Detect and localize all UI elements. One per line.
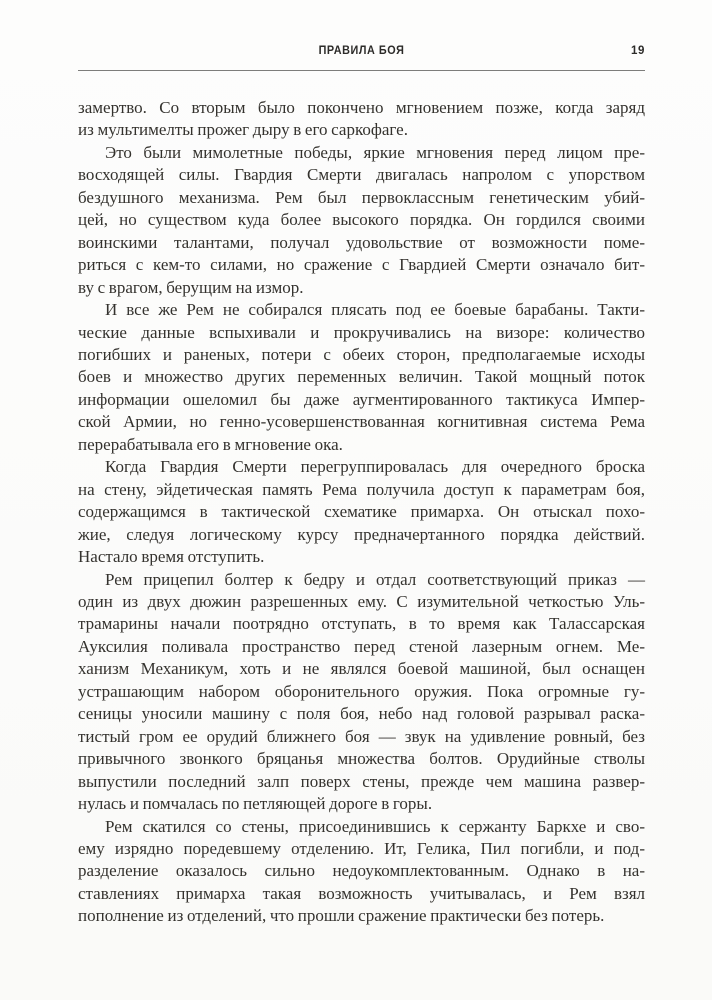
paragraph — [78, 299, 645, 456]
text-line: боев и множество других переменных величин. Такой мощный поток — [78, 367, 645, 387]
text-line: Настало время отступить. — [78, 547, 265, 567]
text-line: один из двух дюжин разрешенных ему. С изумительной четкостью Уль- — [78, 591, 645, 611]
text-line: погибших и раненых, потери с обеих сторон, предполагаемые исходы — [78, 344, 645, 364]
paragraph — [78, 97, 645, 142]
paragraph — [78, 816, 645, 928]
text-line: Когда Гвардия Смерти перегруппировалась для очередного броска — [105, 457, 645, 477]
paragraph — [78, 456, 645, 568]
text-line: привычного звонкого бряцанья множества болтов. Орудийные стволы — [78, 749, 645, 769]
page-content — [78, 0, 645, 928]
paragraph — [78, 569, 645, 816]
text-line: жие, следуя логическому курсу предначертанного порядка действий. — [78, 524, 645, 544]
text-line: выпустили последний залп поверх стены, прежде чем машина развер- — [78, 771, 645, 791]
page-body — [78, 97, 645, 928]
text-line: ческие данные вспыхивали и прокручивались на визоре: количество — [78, 322, 645, 342]
text-line: нулась и помчалась по петляющей дороге в горы. — [78, 794, 433, 814]
text-line: тистый гром ее орудий ближнего боя — звук на удивление ровный, без — [78, 726, 645, 746]
text-line: Рем прицепил болтер к бедру и отдал соответствующий приказ — — [105, 569, 645, 589]
text-line: на стену, эйдетическая память Рема получила доступ к параметрам боя, — [78, 479, 645, 499]
text-line: ханизм Механикум, хоть и не являлся боевой машиной, был оснащен — [78, 659, 645, 679]
text-line: Рем скатился со стены, присоединившись к сержанту Баркхе и сво- — [105, 816, 645, 836]
text-line: содержащимся в тактической схематике примарха. Он отыскал похо- — [78, 502, 645, 522]
page-number: 19 — [631, 45, 645, 57]
text-line: восходящей силы. Гвардия Смерти двигалась напролом с упорством — [78, 165, 645, 185]
text-line: пополнение из отделений, что прошли сражение практически без потерь. — [78, 906, 605, 926]
text-line: разделение оказалось сильно недоукомплектованным. Однако в на- — [78, 861, 645, 881]
text-line: риться с кем-то силами, но сражение с Гвардией Смерти означало бит- — [78, 255, 645, 275]
text-line: перерабатывала его в мгновение ока. — [78, 434, 343, 454]
text-line: информации ошеломил бы даже аугментированного тактикуса Импер- — [78, 389, 645, 409]
running-header-title: ПРАВИЛА БОЯ — [318, 45, 405, 57]
text-line: бездушного механизма. Рем был первоклассным генетическим убий- — [78, 187, 645, 207]
text-line: ву с врагом, берущим на измор. — [78, 277, 304, 297]
paragraph — [78, 142, 645, 299]
text-line: Это были мимолетные победы, яркие мгновения перед лицом пре- — [105, 142, 645, 162]
text-line: ему изрядно поредевшему отделению. Ит, Гелика, Пил погибли, и под- — [78, 838, 645, 858]
text-line: воинскими талантами, получал удовольствие от возможности поме- — [78, 232, 645, 252]
text-line: сеницы уносили машину с поля боя, небо над головой разрывал раска- — [78, 704, 645, 724]
text-line: из мультимелты прожег дыру в его саркофаге. — [78, 120, 408, 140]
text-line: И все же Рем не собирался плясать под ее боевые барабаны. Такти- — [105, 300, 645, 320]
text-line: устрашающим набором оборонительного оружия. Пока огромные гу- — [78, 681, 645, 701]
text-line: ставлениях примарха такая возможность учитывалась, и Рем взял — [78, 883, 645, 903]
running-header — [78, 45, 645, 60]
text-line: замертво. Со вторым было покончено мгновением позже, когда заряд — [78, 98, 645, 117]
text-line: цей, но существом куда более высокого порядка. Он гордился своими — [78, 210, 645, 230]
text-line: Ауксилия поливала пространство перед стеной лазерным огнем. Ме- — [78, 636, 645, 656]
text-line: трамарины начали поотрядно отступать, в то время как Талассарская — [78, 614, 645, 634]
header-rule — [78, 70, 645, 71]
text-line: ской Армии, но генно-усовершенствованная когнитивная система Рема — [78, 412, 645, 432]
